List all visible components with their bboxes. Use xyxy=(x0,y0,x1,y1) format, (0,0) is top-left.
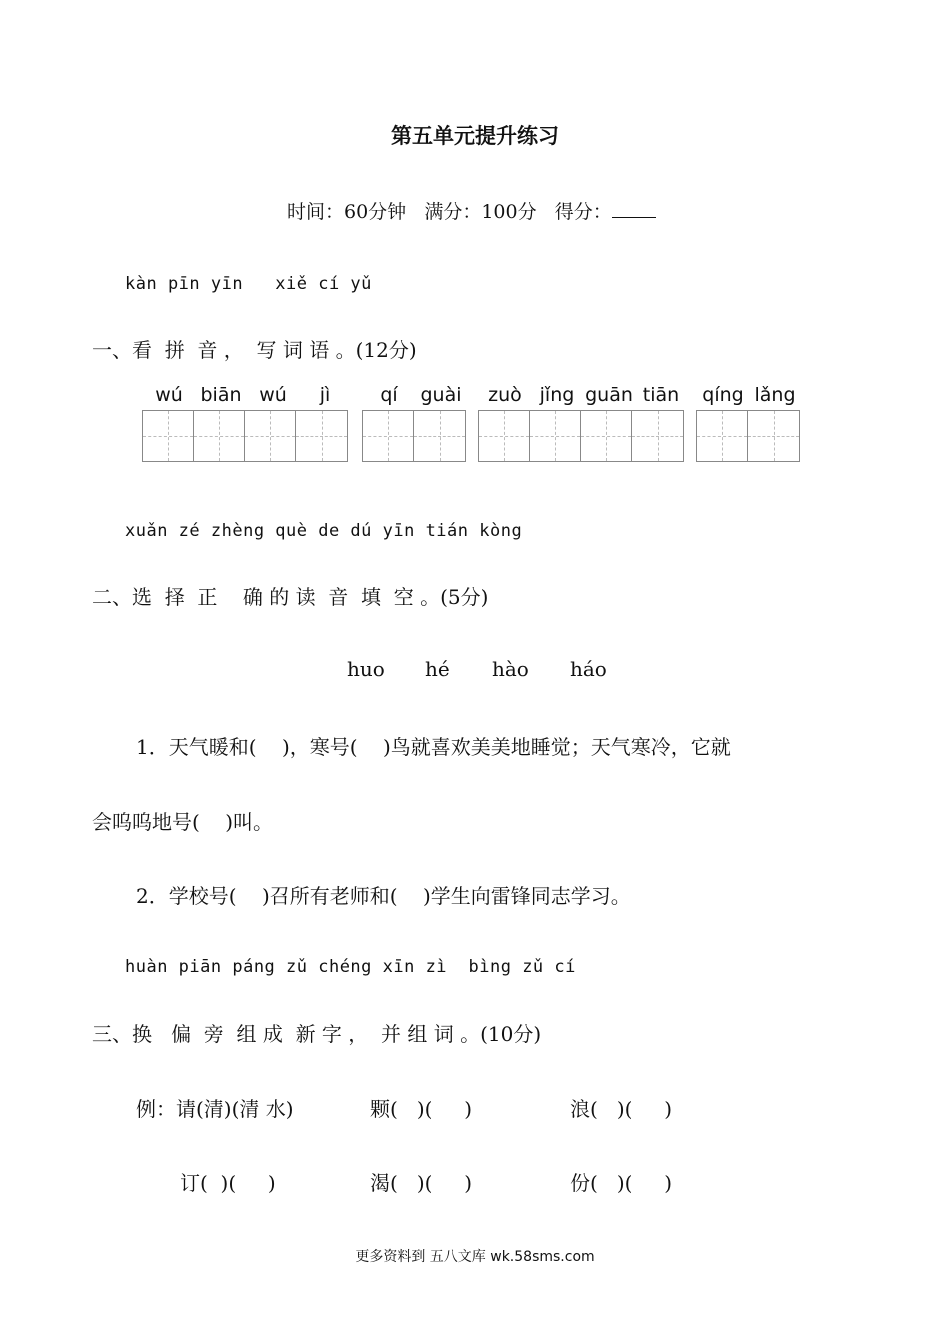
reading-option: huo xyxy=(347,657,385,681)
writing-cell[interactable] xyxy=(245,411,296,461)
grid-pinyin: lǎng xyxy=(754,384,796,406)
writing-grid-group-3 xyxy=(478,410,684,462)
writing-cell[interactable] xyxy=(581,411,632,461)
writing-cell[interactable] xyxy=(296,411,347,461)
grid-pinyin: qíng xyxy=(702,384,744,406)
section1-pinyin: kàn pīn yīn xiě cí yǔ xyxy=(125,274,372,294)
writing-cell[interactable] xyxy=(414,411,465,461)
grid-pinyin: wú xyxy=(259,384,287,406)
exercise-item: 份( )( ) xyxy=(570,1171,673,1195)
grid-pinyin: guān xyxy=(585,384,633,406)
writing-cell[interactable] xyxy=(143,411,194,461)
score-blank[interactable] xyxy=(612,199,656,218)
score-label: 得分： xyxy=(554,201,612,223)
grid-pinyin: zuò xyxy=(488,384,522,406)
example-item: 例：请(清)(清 水) xyxy=(136,1097,294,1121)
reading-option: hào xyxy=(492,657,529,681)
grid-pinyin: tiān xyxy=(642,384,680,406)
question-1-line-2: 会呜呜地号( )叫。 xyxy=(92,810,274,834)
writing-grid-group-4 xyxy=(696,410,800,462)
writing-cell[interactable] xyxy=(194,411,245,461)
writing-cell[interactable] xyxy=(632,411,683,461)
writing-cell[interactable] xyxy=(530,411,581,461)
grid-pinyin: jǐng xyxy=(539,384,575,406)
section2-pinyin: xuǎn zé zhèng què de dú yīn tián kòng xyxy=(125,521,523,541)
page-title: 第五单元提升练习 xyxy=(391,123,559,148)
grid-pinyin: wú xyxy=(155,384,183,406)
writing-cell[interactable] xyxy=(363,411,414,461)
reading-option: háo xyxy=(570,657,607,681)
time-info: 时间：60分钟 xyxy=(287,201,407,223)
section3-pinyin: huàn piān páng zǔ chéng xīn zì bìng zǔ cí xyxy=(125,957,576,977)
exercise-item: 订( )( ) xyxy=(180,1171,276,1195)
question-1-line-1: 1．天气暖和( )，寒号( )鸟就喜欢美美地睡觉；天气寒冷，它就 xyxy=(136,735,731,759)
exam-meta xyxy=(287,197,656,224)
footer-text: 更多资料到 五八文库 wk.58sms.com xyxy=(355,1249,595,1265)
exercise-item: 浪( )( ) xyxy=(570,1097,673,1121)
writing-grid-group-1 xyxy=(142,410,348,462)
grid-pinyin: biān xyxy=(200,384,242,406)
section1-heading: 一、看 拼 音 ， 写 词 语 。(12分) xyxy=(92,338,417,362)
full-score-info: 满分：100分 xyxy=(424,201,537,223)
writing-cell[interactable] xyxy=(479,411,530,461)
exercise-item: 渴( )( ) xyxy=(370,1171,473,1195)
grid-pinyin: qí xyxy=(380,384,398,406)
section2-heading: 二、选 择 正 确 的 读 音 填 空 。(5分) xyxy=(92,585,489,609)
exercise-item: 颗( )( ) xyxy=(370,1097,473,1121)
grid-pinyin: guài xyxy=(420,384,462,406)
writing-cell[interactable] xyxy=(748,411,799,461)
writing-grid-group-2 xyxy=(362,410,466,462)
reading-option: hé xyxy=(425,657,450,681)
question-2: 2．学校号( )召所有老师和( )学生向雷锋同志学习。 xyxy=(136,884,631,908)
writing-cell[interactable] xyxy=(697,411,748,461)
grid-pinyin: jì xyxy=(319,384,331,406)
section3-heading: 三、换 偏 旁 组 成 新 字 ， 并 组 词 。(10分) xyxy=(92,1022,542,1046)
